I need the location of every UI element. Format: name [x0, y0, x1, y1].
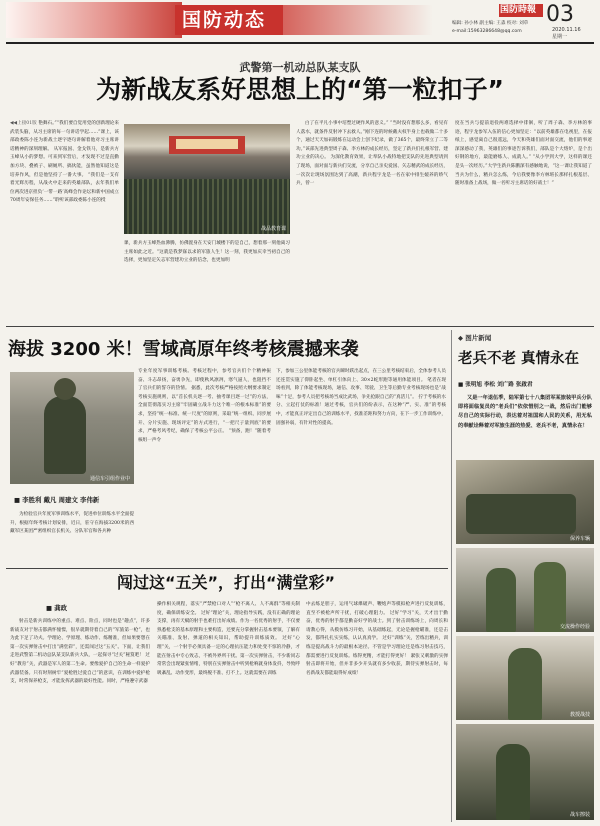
- sidebar-photo-3: [456, 636, 594, 720]
- sidebar-divider: [451, 330, 452, 822]
- sidebar-photo-4: [456, 724, 594, 820]
- snow-col-3: 下，参加三公里体能考核的官兵瞬时跃出起点，在三公里考核结束后，全体参考人员还连贯实施了仰卧起坐、单杠引体向上、30×2蛇形跑等通用体能项目。 笔者在现场看到，除了体能考核现场，通信、攻事、驾驶、卫生等后勤专业考核现场也是“战味”十足，参考人员把考核场当成比武场，争先抢跟自己的“真活儿”。 拧于考核的水分、立起打仗的标准！通过考核，官兵们的纷表示，在这种“严、实、准”的考核中，才能真正评定出自己的训练水平，找准差距和努力方向，在下一步工作训练中，固强补弱，有针对性的提高。: [276, 369, 446, 426]
- wuguan-headline: 闯过这“五关”，打出“满堂彩”: [116, 573, 336, 592]
- sidebar-caption-1: 保养车辆: [569, 536, 590, 542]
- lead-bottom-rule: [6, 326, 594, 327]
- lead-col-2: 课，新兵方玉峰热血沸腾，仿佛置身在天安门城楼下的是自己，想着那一刻他离习主席如此之近。“这就是我梦寐以求的军旅人生！这一刻，我更加庆幸当初自己的选择，更加坚定矢志军营建功立业的信念，也更加明: [124, 241, 290, 264]
- snow-col-2: 专业年度军事训练考核。考核过程中，参考官兵们个个精神振奋、斗志昂扬，奋勇争先，即使秋风凛冽，寒气逼人，也阻挡不了官兵们的誓夺的热情。 据悉，此次考核严格按照大纲要求制定考核实施规则，以“首长机关逐一考、抽考课目逐一过”的方法，全面贯彻落实习主席“牢固确立战斗力这个唯一的根本标准”的要求，坚持“统一标准、统一尺度”的原则，采取“统一组织、同步展开、分片实施、现场评定”的方式进行，“一把尺子量到底”的要求，严格考风考纪，确保了考核公平公正。 “预备，跑！”随着考核组一声令: [138, 369, 271, 443]
- lead-col-4: 度在当兵与提前退役两难选择中徘徊，听了周子森、李方林的事迹，程宇龙参军入伍的信心更加坚定：“以前英雄都在电视里，在报纸上，感觉离自己很遥远，今天和英雄们面对面交流，他们的事迹深深感动了我，英雄们的事迹告诉我们，部队是个大熔炉，是个出好钢的地方，最能磨练人、成就人。” “从小学到大学，这样的课还是头一次经历。”大学生新兵陈鹏深有感触地说，“这一课让我知道了当兵为什么，精兵怎么练，今后我要像李方林班长那样扎根基层、随时准备上战场，做一名听习主席话的好战士！”: [455, 121, 592, 187]
- banner-tail: [283, 5, 433, 35]
- sidebar-tag: ◆ 图片新闻: [458, 334, 492, 342]
- paper-logo-text: 国防時報: [500, 5, 537, 15]
- wuguan-col-2: 操作相关规程，落实“严禁枪口对人”“枪不离人、人不离群”等相关制度，确保训练安全。 过好“理论”关，理论指导实践，没有正确的理论支撑，再有天赋的射手也难打出好成绩。作为一名优秀的射手，不仅要熟悉枪支的基本原理和主要构造，还要充分掌握射击基本要领，了解有关瞄准、发射、弹道的相关知识，帮助提升训练质效。 过好“心理”关，一个射手必须具备一定的心理抗压能力和处变不惊的冷静，才能在射击中专心致志，不被外界所干扰。第一次实弹射击，不少新同志常常会出现紧张情绪，特别在实弹射击中听到枪响就身体发抖，导致呼吸紊乱、动作变形，最终脱不准、打不上。这就需要在训练: [157, 602, 300, 676]
- lead-photo-caption: 战品教育课: [260, 226, 286, 232]
- page-number: 03: [546, 2, 574, 27]
- sidebar-photo-1: [456, 460, 594, 544]
- snow-photo: [10, 372, 134, 484]
- lead-headline: 为新战友系好思想上的“第一粒扣子”: [96, 75, 504, 104]
- masthead-gradient: [6, 2, 182, 38]
- masthead-rule: [6, 42, 594, 44]
- weekday: 星期一: [552, 34, 568, 40]
- snow-headline: 海拔 3200 米！雪域高原年终考核震撼来袭: [8, 339, 359, 360]
- lead-kicker: 武警第一机动总队某支队: [239, 61, 361, 74]
- sidebar-body: 又是一年退伍季，陆军第七十八集团军某旅装甲兵分队即将面临复员的“老兵们”依依惜别之一战，然后出门能够尽自己的实际行动，表达着对祖国和人民的关系，用无私的奉献诠释着对军旅生涯的热爱、老兵不老，真情永在！: [458, 395, 592, 429]
- editors-line: 编辑: 孙小林 副主编: 王淼 校对: 刘草: [452, 21, 529, 26]
- wuguan-col-1: 射击是新兵训练中的重点、难点、险点，同时也是“趣点”，许多新战友对于射击都满怀憧憬，很早就期待着自己的“军旅第一枪”，也为此下足了功夫。学理论、学原理、练动作、练精准，但如果要想在第一次实弹射击中打出“满堂彩”，还需闯过这“五关”。下面，让我们走进武警第二机动总队某支队新兵大队，一起探寻“过关”秘笈吧！ 过好“教育”关，武器是军人的第二生命。要像爱护自己的生命一样爱护武器装备。只有时刻树牢“爱枪胜过爱自己”的意识，在训练中爱护枪支，时常保养枪支，才能发挥武器的最好性能。同时，严格遵守武器: [10, 619, 150, 685]
- lead-col-3: 白了在平凡小事中培塑过硬作风的意义。” “当时没有想那么多，看见有人落水，就条件反射冲下去救人。”刚下连的时候戴夫权半身上也载做二十多个，通过天天加码锻炼在运动会上创下纪录，做了365个，最终荣立了二等功。”该部先进典型周子森、李方林的成长经历，坚定了新兵们扎根军营、建功立业的决心。 为深化教育效果，让奉队小战特地把支队的先进典型请到了现场，面对面与新兵们交流，分享自己亲史爱国、矢志精武的成长经历，一次次让现场氛围达到了高潮，新兵程宇龙是一名在家中排生媛养的娇气兵，曾一: [296, 121, 448, 187]
- sidebar-headline: 老兵不老 真情永在: [458, 351, 580, 367]
- vehicle-shape: [466, 494, 576, 534]
- sidebar-caption-3: 教授战技: [569, 712, 590, 718]
- email-line: e-mail:15963286648@qq.com: [452, 29, 522, 34]
- lead-photo: [124, 124, 290, 234]
- wuguan-byline: ■ 龚政: [46, 604, 68, 612]
- soldier-head: [54, 378, 76, 400]
- date-line: 2020.11.16: [552, 27, 581, 33]
- snow-photo-caption: 通信车引组作业中: [89, 476, 130, 482]
- sidebar-byline: ■ 张明旭 李松 刘广路 张啟君: [458, 382, 533, 388]
- masthead: [0, 0, 600, 48]
- lead-col-1: ◀◀上接01版 艳舞石。”“我们要自觉用党的创新理论来武装头脑，从习主席的每一句讲话学起……”课上，该部政委陈小连为新战士逐字逐句讲解着他对习主席讲话精神的深刻理解。 从军报国、金戈铁马，是新兵方玉峰从小的梦想。可来到军营后，才发现不过是直勤加方块、叠被子、刷厕所、搞伙能，虽然他知道这是培养作风，但是他坚持了一番大事。 “我们是一支有着光辉历程，从战火中走来的英雄部队，去年我们单位两次进京担负‘一带一路’高峰会作论坛和新中国成立70周年安保任务……”聆听该部政委陈小连的授: [10, 121, 119, 204]
- sidebar-caption-4: 战车擦装: [569, 812, 590, 818]
- soldier-figure-c: [508, 648, 542, 720]
- snow-byline: ■ 李胜利 戴凡 周建文 李伟新: [14, 496, 100, 504]
- lead-byline: ◀◀上接01版: [10, 121, 37, 126]
- sidebar-photo-2: [456, 548, 594, 632]
- snow-col-1: 为检验官兵年度军事训练水平，促进单位训练水平全面提升，根据年终考核计划安排，近日，驻守在海拔3200米的西藏军区某团严密组织官长机关、分队军官和各兵种: [10, 512, 134, 535]
- snow-bottom-rule: [6, 568, 448, 569]
- sidebar-caption-2: 交流操作经验: [559, 624, 590, 630]
- soldier-silhouette: [44, 396, 86, 474]
- wuguan-col-3: 中去练足胆子，运用气球爆破声、鞭炮声等模拟枪声进行反复训练，直至不被枪声所干扰，打破心理阻力。 过好“学习”关，天才出于勤奋，优秀的射手都是勤奋好学的战士。到了射击训练场上，向周长和请教心得，从模仿练习开始，从基础练起，无论是握枪瞄准，还是击发，都得扎扎实实练，认认真真学。 过好“训练”关，苦练出精兵，训练是提高战斗力的最根本途径。不管是学习理论还是练习射击技巧，都需要进行反复训练。练得更精，才能打得更好！ 紧张又刺激的实弹射击即将开始，但并非多少开头就有多少收获，期待实弹射击时，每名新战友都能取得好成绩！: [306, 602, 448, 676]
- soldier-figure-d: [496, 744, 530, 820]
- soldier-figure-b: [534, 562, 566, 632]
- stage-screen-light: [176, 139, 238, 149]
- section-title: 国防动态: [182, 9, 267, 31]
- soldier-figure-a: [486, 568, 516, 632]
